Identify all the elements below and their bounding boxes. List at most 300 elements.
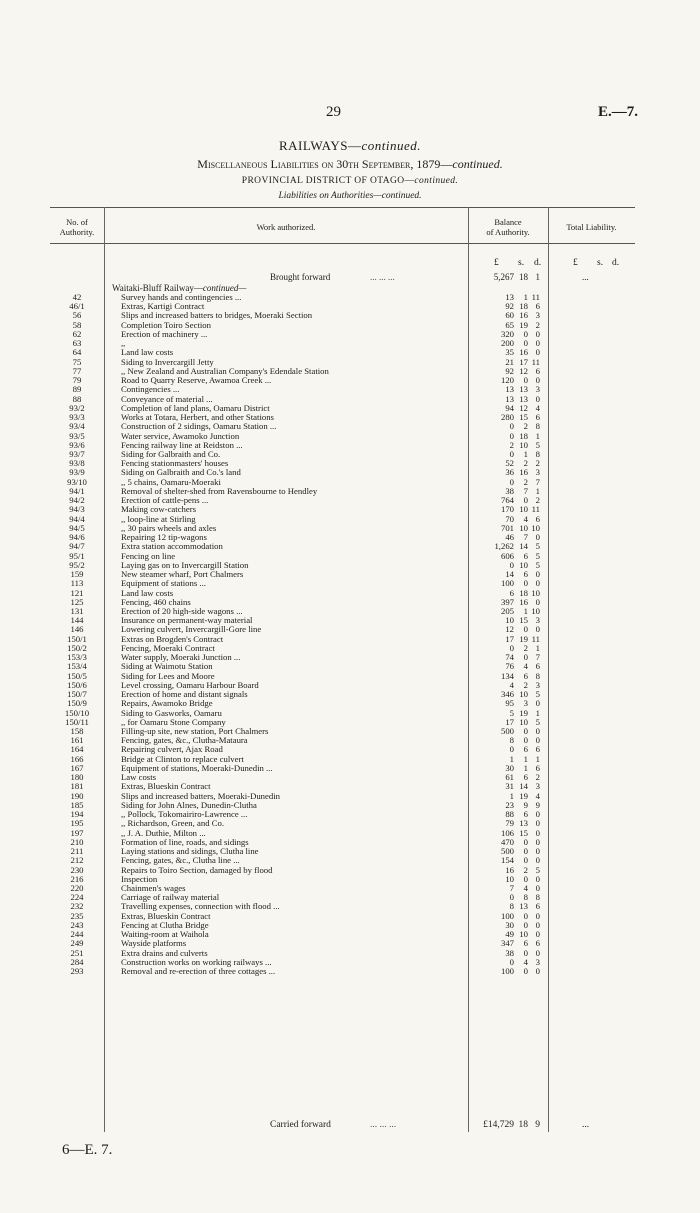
balance-pence: 6 bbox=[535, 901, 540, 912]
balance-pence: 3 bbox=[535, 467, 540, 478]
authority-number: 93/6 bbox=[69, 439, 85, 450]
table-row bbox=[0, 330, 700, 339]
balance-pounds: 6 bbox=[509, 587, 514, 598]
balance-pence: 1 bbox=[535, 642, 540, 653]
authority-number: 125 bbox=[70, 596, 84, 607]
balance-pounds: 100 bbox=[500, 578, 514, 589]
balance-pounds: 1,262 bbox=[494, 541, 514, 552]
authority-number: 150/2 bbox=[67, 642, 87, 653]
work-description: ,, New Zealand and Australian Company's Edendale Station bbox=[121, 366, 329, 376]
balance-shillings: 7 bbox=[523, 485, 528, 496]
work-description: Construction of 2 sidings, Oamaru Station ... bbox=[121, 422, 277, 432]
table-row bbox=[0, 487, 700, 496]
balance-pence: 2 bbox=[535, 495, 540, 506]
currency-pence-total: d. bbox=[612, 258, 620, 268]
table-row bbox=[0, 367, 700, 376]
authority-number: 93/9 bbox=[69, 467, 85, 478]
work-description: Siding for Lees and Moore bbox=[121, 671, 215, 681]
balance-pence: 1 bbox=[535, 707, 540, 718]
balance-pounds: 2 bbox=[509, 439, 514, 450]
balance-shillings: 7 bbox=[523, 532, 528, 543]
balance-shillings: 17 bbox=[519, 356, 528, 367]
balance-shillings: 3 bbox=[523, 698, 528, 709]
authority-number: 216 bbox=[70, 873, 84, 884]
work-description: Contingencies ... bbox=[121, 385, 180, 395]
table-row bbox=[0, 598, 700, 607]
authority-number: 144 bbox=[70, 615, 84, 626]
balance-pounds: 0 bbox=[509, 559, 514, 570]
work-description: Fencing stationmasters' houses bbox=[121, 459, 229, 469]
work-description: Equipment of stations ... bbox=[121, 579, 206, 589]
authority-number: 293 bbox=[70, 966, 84, 977]
table-row bbox=[0, 745, 700, 754]
balance-pounds: 606 bbox=[500, 550, 514, 561]
work-description: Travelling expenses, connection with flood ... bbox=[121, 902, 280, 912]
authority-number: 89 bbox=[72, 384, 82, 395]
balance-shillings: 10 bbox=[519, 716, 528, 727]
balance-pounds: 95 bbox=[505, 698, 514, 709]
balance-pence: 7 bbox=[535, 652, 540, 663]
work-description: ,, 5 chains, Oamaru-Moeraki bbox=[121, 477, 221, 487]
liabilities-note: Liabilities on Authorities—continued. bbox=[278, 191, 422, 201]
work-description: Fencing, gates, &c., Clutha-Mataura bbox=[121, 736, 248, 746]
balance-shillings: 2 bbox=[523, 476, 528, 487]
balance-shillings: 0 bbox=[523, 652, 528, 663]
balance-pence: 8 bbox=[535, 421, 540, 432]
balance-shillings: 0 bbox=[523, 328, 528, 339]
balance-shillings: 10 bbox=[519, 689, 528, 700]
balance-pence: 10 bbox=[531, 522, 540, 533]
balance-shillings: 8 bbox=[523, 892, 528, 903]
currency-pound-total: £ bbox=[573, 258, 578, 268]
balance-pence: 0 bbox=[535, 596, 540, 607]
balance-pence: 0 bbox=[535, 328, 540, 339]
balance-pence: 11 bbox=[531, 504, 540, 515]
work-description: Repairing 12 tip-wagons bbox=[121, 533, 207, 543]
balance-shillings: 18 bbox=[519, 301, 528, 312]
balance-pence: 1 bbox=[535, 485, 540, 496]
work-description: Water supply, Moeraki Junction ... bbox=[121, 653, 241, 663]
table-row bbox=[0, 570, 700, 579]
table-row bbox=[0, 441, 700, 450]
balance-pounds: 0 bbox=[509, 476, 514, 487]
table-row bbox=[0, 764, 700, 773]
authority-number: 64 bbox=[72, 347, 82, 358]
authority-number: 94/4 bbox=[69, 513, 85, 524]
balance-pence: 2 bbox=[535, 772, 540, 783]
balance-pence: 0 bbox=[535, 532, 540, 543]
authority-number: 220 bbox=[70, 883, 84, 893]
table-row bbox=[0, 422, 700, 431]
table-row bbox=[0, 644, 700, 653]
table-row bbox=[0, 625, 700, 634]
work-description: Siding at Waimotu Station bbox=[121, 662, 213, 672]
work-description: Filling-up site, new station, Port Chalmers bbox=[121, 727, 269, 737]
work-description: Fencing, 460 chains bbox=[121, 597, 191, 607]
table-row bbox=[0, 856, 700, 865]
work-description: Siding to Gasworks, Oamaru bbox=[121, 708, 222, 718]
authority-number: 93/7 bbox=[69, 448, 85, 459]
table-row bbox=[0, 653, 700, 662]
authority-number: 94/3 bbox=[69, 504, 85, 515]
balance-pence: 6 bbox=[535, 365, 540, 376]
balance-pounds: 21 bbox=[505, 356, 514, 367]
table-row bbox=[0, 921, 700, 930]
work-description: Formation of line, roads, and sidings bbox=[121, 837, 249, 847]
header-total: Total Liability. bbox=[566, 222, 617, 232]
authority-number: 150/6 bbox=[67, 679, 87, 690]
carried-forward-total: ... bbox=[582, 1120, 590, 1130]
balance-shillings: 10 bbox=[519, 522, 528, 533]
work-description: ,, for Oamaru Stone Company bbox=[121, 717, 226, 727]
balance-pounds: 38 bbox=[505, 947, 514, 958]
table-row bbox=[0, 709, 700, 718]
balance-pence: 5 bbox=[535, 439, 540, 450]
table-row bbox=[0, 496, 700, 505]
authority-number: 150/5 bbox=[67, 670, 87, 681]
balance-pounds: 1 bbox=[509, 790, 514, 801]
balance-pounds: 1 bbox=[509, 753, 514, 764]
work-description: Removal and re-erection of three cottages ... bbox=[121, 967, 276, 977]
table-row bbox=[0, 930, 700, 939]
balance-pence: 0 bbox=[535, 578, 540, 589]
authority-number: 46/1 bbox=[69, 301, 85, 312]
authority-number: 166 bbox=[70, 753, 84, 764]
table-row bbox=[0, 773, 700, 782]
balance-shillings: 0 bbox=[523, 846, 528, 857]
balance-pounds: 10 bbox=[505, 873, 514, 884]
balance-shillings: 13 bbox=[519, 901, 528, 912]
balance-pounds: 701 bbox=[500, 522, 514, 533]
balance-pounds: 0 bbox=[509, 448, 514, 459]
work-description: Level crossing, Oamaru Harbour Board bbox=[121, 680, 259, 690]
balance-shillings: 4 bbox=[523, 661, 528, 672]
authority-number: 146 bbox=[70, 624, 84, 635]
balance-shillings: 6 bbox=[523, 772, 528, 783]
authority-number: 235 bbox=[70, 910, 84, 921]
currency-pound: £ bbox=[494, 258, 499, 268]
balance-pence: 0 bbox=[535, 919, 540, 930]
balance-pence: 5 bbox=[535, 689, 540, 700]
table-row bbox=[0, 829, 700, 838]
header-balance-line2: of Authority. bbox=[486, 227, 530, 237]
balance-pounds: 31 bbox=[505, 781, 514, 792]
carried-forward-shillings: 18 bbox=[518, 1120, 528, 1130]
table-row bbox=[0, 395, 700, 404]
authority-number: 150/9 bbox=[67, 698, 87, 709]
balance-pounds: 17 bbox=[505, 633, 514, 644]
table-row bbox=[0, 616, 700, 625]
balance-shillings: 18 bbox=[519, 430, 528, 441]
balance-pounds: 13 bbox=[505, 384, 514, 395]
work-description: Water service, Awamoko Junction bbox=[121, 431, 240, 441]
authority-number: 93/4 bbox=[69, 421, 85, 432]
balance-pounds: 4 bbox=[509, 679, 514, 690]
balance-pounds: 52 bbox=[505, 458, 514, 469]
table-row bbox=[0, 385, 700, 394]
authority-number: 95/1 bbox=[69, 550, 85, 561]
district-line bbox=[0, 176, 700, 186]
work-description: Chainmen's wages bbox=[121, 884, 186, 893]
work-description: Law costs bbox=[121, 773, 156, 783]
work-description: Erection of machinery ... bbox=[121, 329, 208, 339]
table-row bbox=[0, 884, 700, 893]
work-description: ,, J. A. Duthie, Milton ... bbox=[121, 828, 206, 838]
balance-pence: 0 bbox=[535, 910, 540, 921]
table-row bbox=[0, 939, 700, 948]
balance-pence: 0 bbox=[535, 698, 540, 709]
balance-pounds: 100 bbox=[500, 966, 514, 977]
balance-pounds: 0 bbox=[509, 421, 514, 432]
balance-shillings: 1 bbox=[523, 753, 528, 764]
balance-pounds: 17 bbox=[505, 716, 514, 727]
table-row bbox=[0, 875, 700, 884]
balance-pence: 3 bbox=[535, 310, 540, 321]
table-row bbox=[0, 699, 700, 708]
balance-shillings: 2 bbox=[523, 421, 528, 432]
balance-pence: 3 bbox=[535, 615, 540, 626]
authority-number: 93/2 bbox=[69, 402, 85, 413]
table-row bbox=[0, 607, 700, 616]
balance-pence: 0 bbox=[535, 855, 540, 866]
balance-pence: 0 bbox=[535, 883, 540, 893]
table-row bbox=[0, 404, 700, 413]
work-description: ,, Pollock, Tokomairiro-Lawrence ... bbox=[121, 810, 248, 820]
balance-pence: 6 bbox=[535, 762, 540, 773]
carried-forward-label: Carried forward bbox=[270, 1120, 331, 1130]
balance-pounds: 280 bbox=[500, 412, 514, 423]
work-description: Fencing railway line at Reidston ... bbox=[121, 440, 243, 450]
balance-shillings: 6 bbox=[523, 550, 528, 561]
balance-pounds: 0 bbox=[509, 642, 514, 653]
authority-number: 249 bbox=[70, 938, 84, 949]
balance-pounds: 35 bbox=[505, 347, 514, 358]
authority-number: 93/3 bbox=[69, 412, 85, 423]
footer-signature: 6—E. 7. bbox=[62, 1142, 113, 1158]
balance-shillings: 1 bbox=[523, 762, 528, 773]
balance-pounds: 106 bbox=[500, 827, 514, 838]
balance-pence: 5 bbox=[535, 550, 540, 561]
authority-number: 63 bbox=[72, 338, 82, 349]
work-description: Carriage of railway material bbox=[121, 893, 220, 903]
balance-shillings: 0 bbox=[523, 735, 528, 746]
balance-shillings: 16 bbox=[519, 310, 528, 321]
header-work: Work authorized. bbox=[256, 222, 316, 232]
authority-number: 94/6 bbox=[69, 532, 85, 543]
table-row bbox=[0, 690, 700, 699]
balance-pounds: 14 bbox=[505, 569, 514, 580]
balance-pounds: 79 bbox=[505, 818, 514, 829]
table-row bbox=[0, 339, 700, 348]
table-row bbox=[0, 589, 700, 598]
authority-number: 232 bbox=[70, 901, 84, 912]
work-description: Construction works on working railways ... bbox=[121, 957, 272, 967]
work-description: Extras, Kartigi Contract bbox=[121, 302, 205, 312]
balance-pence: 6 bbox=[535, 744, 540, 755]
balance-pounds: 65 bbox=[505, 319, 514, 330]
balance-pence: 5 bbox=[535, 541, 540, 552]
document-code: E.—7. bbox=[598, 104, 639, 120]
balance-shillings: 0 bbox=[523, 624, 528, 635]
balance-pence: 0 bbox=[535, 338, 540, 349]
balance-shillings: 12 bbox=[519, 402, 528, 413]
authority-number: 284 bbox=[70, 956, 84, 967]
authority-number: 224 bbox=[70, 892, 84, 903]
balance-shillings: 0 bbox=[523, 919, 528, 930]
carried-forward-dots: ... ... ... bbox=[370, 1120, 397, 1130]
balance-shillings: 19 bbox=[519, 790, 528, 801]
balance-pence: 0 bbox=[535, 929, 540, 940]
balance-shillings: 4 bbox=[523, 956, 528, 967]
balance-shillings: 4 bbox=[523, 883, 528, 893]
table-row bbox=[0, 912, 700, 921]
balance-shillings: 0 bbox=[523, 836, 528, 847]
table-row bbox=[0, 958, 700, 967]
balance-pounds: 5 bbox=[509, 707, 514, 718]
balance-shillings: 6 bbox=[523, 809, 528, 820]
table-row bbox=[0, 505, 700, 514]
balance-shillings: 2 bbox=[523, 458, 528, 469]
balance-pounds: 74 bbox=[505, 652, 514, 663]
balance-shillings: 0 bbox=[523, 966, 528, 977]
title-main: RAILWAYS— bbox=[278, 138, 362, 153]
balance-shillings: 10 bbox=[519, 559, 528, 570]
balance-shillings: 16 bbox=[519, 467, 528, 478]
section-heading bbox=[112, 283, 246, 293]
table-row bbox=[0, 524, 700, 533]
balance-pence: 0 bbox=[535, 873, 540, 884]
balance-pounds: 500 bbox=[500, 846, 514, 857]
work-description: Slips and increased batters to bridges, Moeraki Section bbox=[121, 311, 313, 321]
table-row bbox=[0, 348, 700, 357]
balance-pounds: 320 bbox=[500, 328, 514, 339]
district-continued: continued. bbox=[414, 176, 459, 186]
work-description: Insurance on permanent-way material bbox=[121, 616, 253, 626]
authority-number: 94/7 bbox=[69, 541, 85, 552]
authority-number: 210 bbox=[70, 836, 84, 847]
table-row bbox=[0, 847, 700, 856]
balance-shillings: 2 bbox=[523, 679, 528, 690]
table-row bbox=[0, 949, 700, 958]
work-description: Siding for John Alnes, Dunedin-Clutha bbox=[121, 800, 257, 810]
balance-pounds: 0 bbox=[509, 956, 514, 967]
balance-pence: 3 bbox=[535, 781, 540, 792]
authority-number: 150/7 bbox=[67, 689, 87, 700]
work-description: Making cow-catchers bbox=[121, 505, 197, 515]
brought-forward-label: Brought forward bbox=[270, 272, 331, 282]
authority-number: 121 bbox=[70, 587, 84, 598]
work-description: Siding to Invercargill Jetty bbox=[121, 357, 214, 367]
balance-shillings: 1 bbox=[523, 292, 528, 302]
work-description: Laying stations and sidings, Clutha line bbox=[121, 847, 259, 857]
authority-number: 185 bbox=[70, 799, 84, 810]
balance-shillings: 6 bbox=[523, 569, 528, 580]
table-row bbox=[0, 413, 700, 422]
work-description: Laying gas on to Invercargill Station bbox=[121, 560, 249, 570]
balance-pence: 1 bbox=[535, 430, 540, 441]
balance-pounds: 46 bbox=[505, 532, 514, 543]
balance-pounds: 94 bbox=[505, 402, 514, 413]
balance-pounds: 346 bbox=[500, 689, 514, 700]
balance-pence: 5 bbox=[535, 559, 540, 570]
balance-pence: 1 bbox=[535, 753, 540, 764]
balance-pence: 6 bbox=[535, 301, 540, 312]
header-balance-line1: Balance bbox=[494, 217, 522, 227]
authority-number: 93/5 bbox=[69, 430, 85, 441]
balance-shillings: 19 bbox=[519, 319, 528, 330]
currency-shilling-total: s. bbox=[597, 258, 604, 268]
table-row bbox=[0, 967, 700, 976]
table-row bbox=[0, 866, 700, 875]
balance-pounds: 397 bbox=[500, 596, 514, 607]
balance-shillings: 19 bbox=[519, 633, 528, 644]
balance-pence: 0 bbox=[535, 375, 540, 386]
balance-shillings: 0 bbox=[523, 910, 528, 921]
authority-number: 94/5 bbox=[69, 522, 85, 533]
balance-shillings: 12 bbox=[519, 365, 528, 376]
authority-number: 195 bbox=[70, 818, 84, 829]
work-description: Fencing, gates, &c., Clutha line ... bbox=[121, 856, 240, 866]
table-row bbox=[0, 450, 700, 459]
authority-number: 77 bbox=[72, 365, 82, 376]
balance-pounds: 92 bbox=[505, 301, 514, 312]
balance-shillings: 19 bbox=[519, 707, 528, 718]
balance-pence: 11 bbox=[531, 292, 540, 302]
balance-pence: 3 bbox=[535, 384, 540, 395]
authority-number: 75 bbox=[72, 356, 82, 367]
balance-pounds: 347 bbox=[500, 938, 514, 949]
balance-pence: 0 bbox=[535, 818, 540, 829]
authority-number: 158 bbox=[70, 726, 84, 737]
work-description: Fencing on line bbox=[121, 551, 176, 561]
table-row bbox=[0, 321, 700, 330]
balance-shillings: 10 bbox=[519, 929, 528, 940]
work-description: Siding on Galbraith and Co.'s land bbox=[121, 468, 241, 478]
authority-number: 180 bbox=[70, 772, 84, 783]
balance-shillings: 1 bbox=[523, 605, 528, 616]
authority-number: 56 bbox=[72, 310, 82, 321]
table-row bbox=[0, 681, 700, 690]
table-row bbox=[0, 792, 700, 801]
table-row bbox=[0, 902, 700, 911]
balance-pence: 0 bbox=[535, 347, 540, 358]
work-description: Slips and increased batters, Moeraki-Dunedin bbox=[121, 791, 280, 801]
work-description: Equipment of stations, Moeraki-Dunedin ... bbox=[121, 763, 273, 773]
balance-pounds: 13 bbox=[505, 292, 514, 302]
table-row bbox=[0, 302, 700, 311]
balance-pence: 0 bbox=[535, 836, 540, 847]
authority-number: 211 bbox=[70, 846, 84, 857]
brought-forward-dots: ... ... ... bbox=[370, 272, 395, 282]
balance-pence: 6 bbox=[535, 412, 540, 423]
currency-pence: d. bbox=[534, 258, 542, 268]
balance-shillings: 9 bbox=[523, 799, 528, 810]
currency-shilling: s. bbox=[518, 258, 525, 268]
title-continued: continued. bbox=[361, 138, 422, 153]
balance-pence: 0 bbox=[535, 726, 540, 737]
brought-forward-pence: 1 bbox=[535, 272, 540, 282]
work-description: Extra station accommodation bbox=[121, 542, 223, 552]
authority-number: 42 bbox=[72, 292, 82, 302]
balance-shillings: 14 bbox=[519, 541, 528, 552]
balance-pounds: 205 bbox=[500, 605, 514, 616]
table-row bbox=[0, 561, 700, 570]
table-row bbox=[0, 459, 700, 468]
balance-pence: 0 bbox=[535, 966, 540, 977]
balance-pence: 0 bbox=[535, 569, 540, 580]
work-description: Extras, Blueskin Contract bbox=[121, 782, 211, 792]
work-description: Siding for Galbraith and Co. bbox=[121, 449, 221, 459]
